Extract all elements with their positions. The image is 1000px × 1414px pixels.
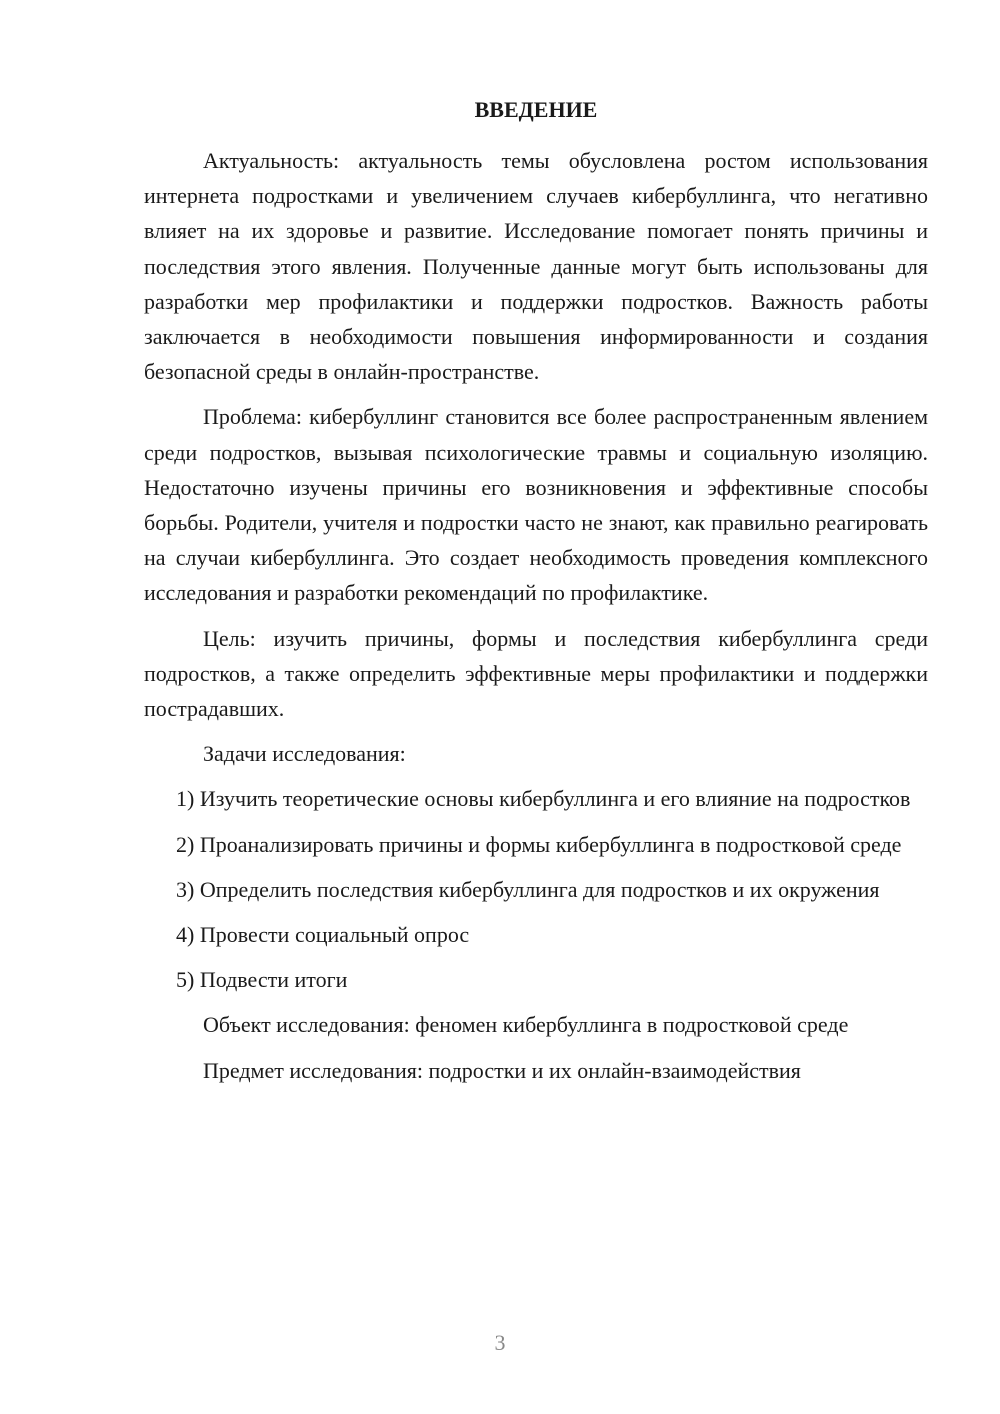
task-item-1: 1) Изучить теоретические основы кибербуллинга и его влияние на подростков	[176, 786, 911, 812]
paragraph-problem: Проблема: кибербуллинг становится все более распространенным явлением среди подростков, вызывая психологические травмы и социальную изоляцию. Недостаточно изучены причины его возникновения и эффективные способы борьбы. Родители, учителя и подростки часто не знают, как правильно реагировать на случаи кибербуллинга. Это создает необходимость проведения комплексного исследования и разработки рекомендаций по профилактике.	[144, 404, 928, 606]
task-item-4: 4) Провести социальный опрос	[176, 922, 470, 948]
document-page	[144, 92, 928, 1098]
paragraph-object: Объект исследования: феномен кибербуллинга в подростковой среде	[203, 1012, 849, 1038]
paragraph-goal: Цель: изучить причины, формы и последствия кибербуллинга среди подростков, а также определить эффективные меры профилактики и поддержки пострадавших.	[144, 625, 928, 722]
task-item-5: 5) Подвести итоги	[176, 967, 348, 993]
tasks-heading: Задачи исследования:	[203, 741, 406, 767]
task-item-3: 3) Определить последствия кибербуллинга для подростков и их окружения	[176, 876, 880, 902]
page-title: ВВЕДЕНИЕ	[474, 97, 598, 122]
task-item-2: 2) Проанализировать причины и формы кибербуллинга в подростковой среде	[176, 831, 902, 857]
paragraph-subject: Предмет исследования: подростки и их онлайн-взаимодействия	[203, 1057, 801, 1083]
paragraph-relevance: Актуальность: актуальность темы обусловлена ростом использования интернета подростками и увеличением случаев кибербуллинга, что негативно влияет на их здоровье и развитие. Исследование помогает понять причины и последствия этого явления. Полученные данные могут быть использованы для разработки мер профилактики и поддержки подростков. Важность работы заключается в необходимости повышения информированности и создания безопасной среды в онлайн-пространстве.	[144, 148, 928, 385]
page-number: 3	[494, 1330, 506, 1355]
